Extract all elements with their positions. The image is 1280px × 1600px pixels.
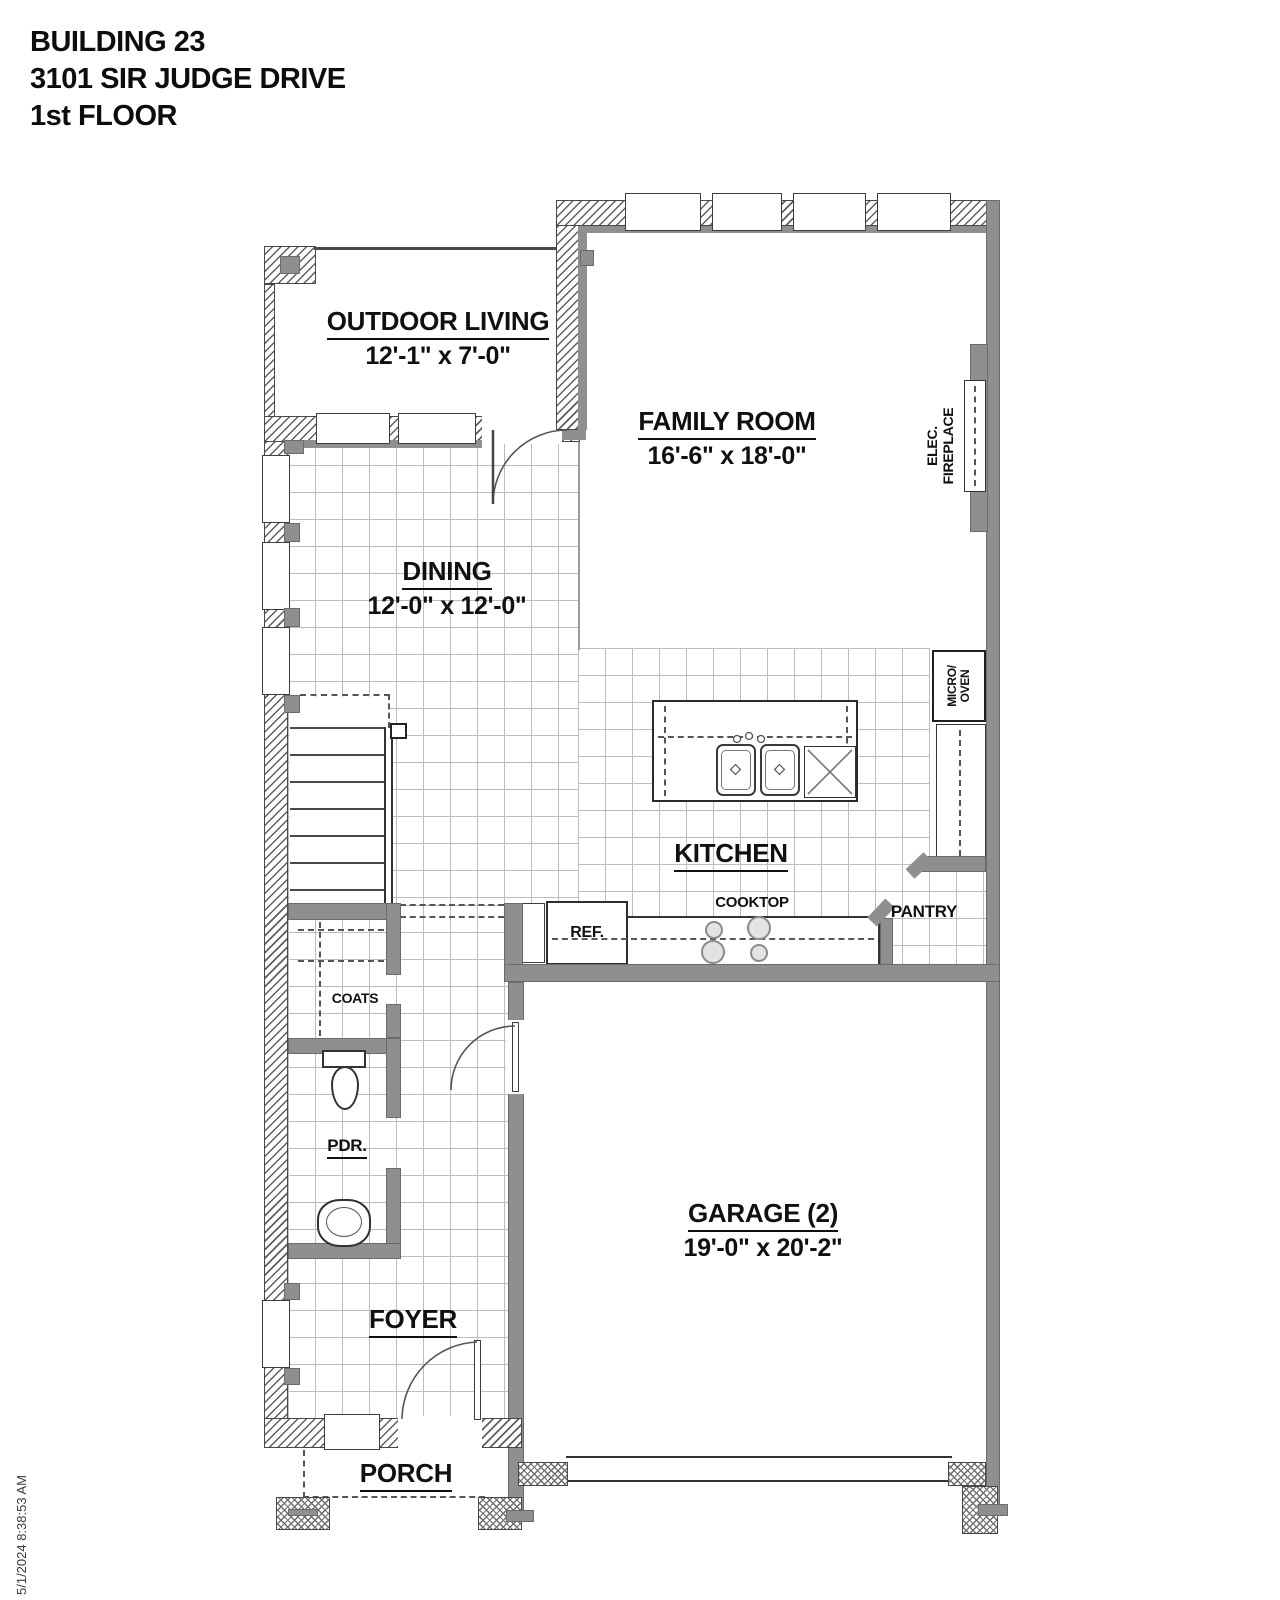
outdoor-living-label: OUTDOOR LIVING bbox=[318, 306, 558, 340]
dishwasher-x-icon bbox=[808, 750, 852, 794]
faucet-icon bbox=[758, 736, 765, 743]
fireplace-label-line1: ELEC. bbox=[924, 426, 940, 466]
fireplace-label-line2: FIREPLACE bbox=[940, 407, 956, 485]
micro-oven-label-line2: OVEN bbox=[958, 669, 972, 703]
plot-timestamp: 5/1/2024 8:38:53 AM bbox=[14, 1475, 29, 1595]
pantry-jamb-angled-2 bbox=[910, 857, 928, 874]
ref-label: REF. bbox=[570, 924, 604, 941]
dining-dims: 12'-0" x 12'-0" bbox=[367, 592, 527, 620]
kitchen-label: KITCHEN bbox=[651, 838, 811, 872]
coats-label: COATS bbox=[331, 990, 379, 1006]
faucet-icon bbox=[746, 733, 753, 740]
front-door-swing-arc bbox=[402, 1342, 477, 1419]
floor-title: 1st FLOOR bbox=[30, 100, 177, 132]
dining-label: DINING bbox=[337, 556, 557, 590]
pantry-label: PANTRY bbox=[890, 902, 958, 921]
address-title: 3101 SIR JUDGE DRIVE bbox=[30, 63, 346, 95]
pdr-label: PDR. bbox=[317, 1136, 377, 1159]
foyer-label: FOYER bbox=[353, 1304, 473, 1338]
micro-oven-label-line1: MICRO/ bbox=[945, 665, 959, 707]
cooktop-burner-icon bbox=[748, 917, 770, 939]
cooktop-burner-icon bbox=[751, 945, 767, 961]
building-title: BUILDING 23 bbox=[30, 26, 205, 58]
cooktop-label: COOKTOP bbox=[715, 894, 789, 911]
garage-label: GARAGE (2) bbox=[663, 1198, 863, 1232]
porch-label: PORCH bbox=[346, 1458, 466, 1492]
fireplace-label bbox=[922, 381, 958, 511]
outdoor-living-dims: 12'-1" x 7'-0" bbox=[365, 342, 511, 370]
family-room-dims: 16'-6" x 18'-0" bbox=[647, 442, 807, 470]
garage-entry-swing-arc bbox=[451, 1026, 515, 1090]
family-room-label: FAMILY ROOM bbox=[607, 406, 847, 440]
cooktop-burner-icon bbox=[702, 941, 724, 963]
sink-drain-icon bbox=[731, 765, 741, 775]
cooktop-burner-icon bbox=[706, 922, 722, 938]
dining-door-swing-arc bbox=[493, 430, 567, 504]
faucet-icon bbox=[734, 736, 741, 743]
sink-drain-icon bbox=[775, 765, 785, 775]
garage-dims: 19'-0" x 20'-2" bbox=[683, 1234, 843, 1262]
